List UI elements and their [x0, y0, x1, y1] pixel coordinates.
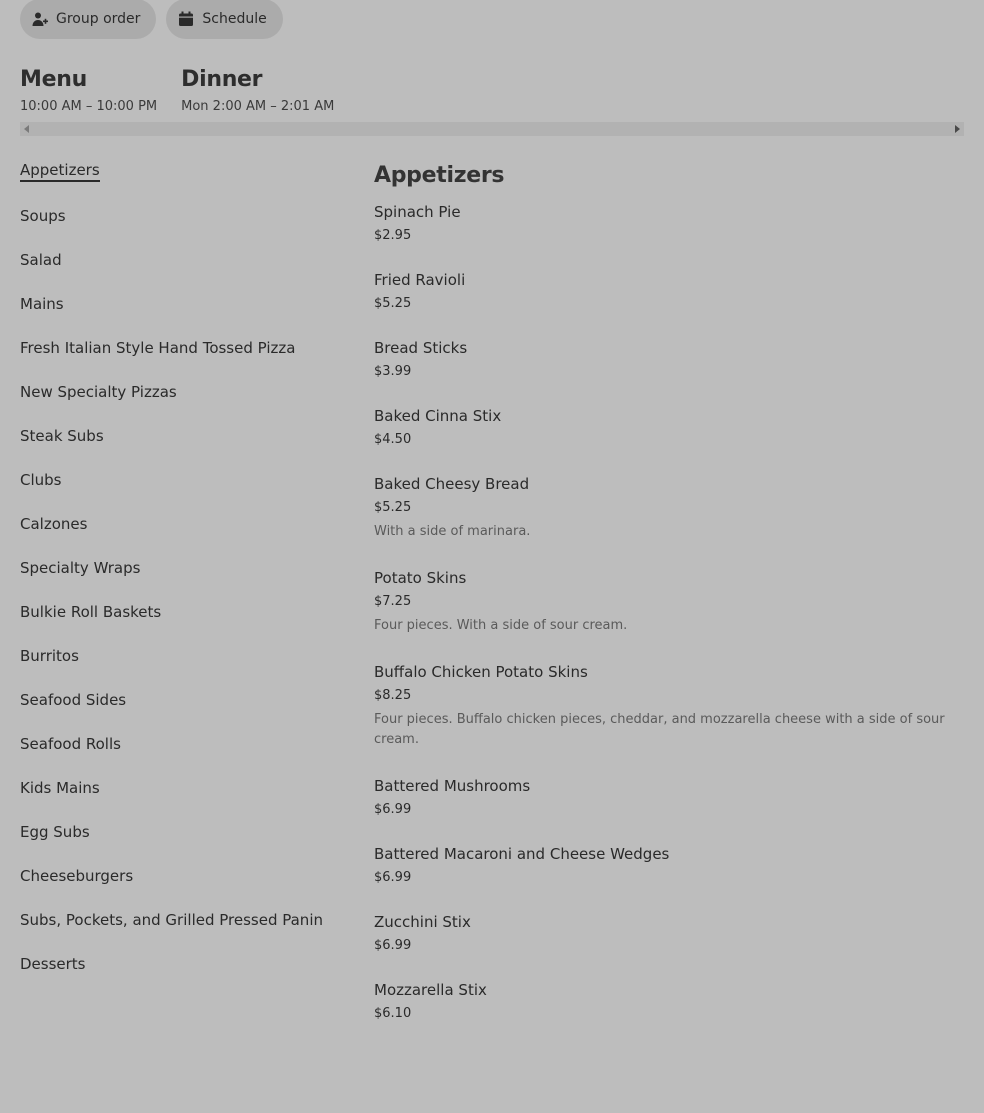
category-item-burritos[interactable]	[20, 642, 350, 686]
item-price: $5.25	[374, 296, 412, 311]
category-label: Subs, Pockets, and Grilled Pressed Panin	[20, 911, 323, 929]
item-price: $8.25	[374, 688, 412, 703]
tab-title: Dinner	[181, 67, 263, 92]
category-label: Fresh Italian Style Hand Tossed Pizza	[20, 339, 296, 357]
item-price: $7.25	[374, 594, 412, 609]
item-price: $5.25	[374, 500, 412, 515]
item-price: $6.99	[374, 802, 412, 817]
category-label: Kids Mains	[20, 779, 100, 797]
schedule-button[interactable]	[166, 0, 282, 39]
top-action-bar	[20, 0, 283, 39]
category-label: Egg Subs	[20, 823, 90, 841]
category-label: Cheeseburgers	[20, 867, 134, 885]
add-person-icon	[32, 11, 48, 27]
menu-item[interactable]	[374, 662, 964, 750]
category-label: Appetizers	[20, 161, 100, 182]
item-price: $3.99	[374, 364, 412, 379]
menu-tabs	[20, 64, 334, 127]
schedule-label: Schedule	[202, 11, 267, 27]
scroll-left-arrow-icon[interactable]	[24, 125, 29, 133]
category-label: Specialty Wraps	[20, 559, 141, 577]
horizontal-scrollbar[interactable]	[20, 122, 964, 136]
menu-item[interactable]	[374, 912, 964, 954]
category-item-specialty-wraps[interactable]	[20, 554, 350, 598]
menu-item[interactable]	[374, 980, 964, 1022]
group-order-button[interactable]	[20, 0, 156, 39]
category-label: Mains	[20, 295, 64, 313]
category-item-seafood-rolls[interactable]	[20, 730, 350, 774]
item-name: Fried Ravioli	[374, 271, 466, 289]
category-item-egg-subs[interactable]	[20, 818, 350, 862]
category-item-subs-pockets-panini[interactable]	[20, 906, 350, 950]
category-item-soups[interactable]	[20, 202, 350, 246]
menu-item[interactable]	[374, 568, 964, 636]
item-name: Battered Mushrooms	[374, 777, 531, 795]
category-item-kids-mains[interactable]	[20, 774, 350, 818]
item-name: Bread Sticks	[374, 339, 468, 357]
tab-hours: Mon 2:00 AM – 2:01 AM	[181, 99, 335, 114]
menu-item[interactable]	[374, 202, 964, 244]
menu-item[interactable]	[374, 406, 964, 448]
section-title: Appetizers	[374, 163, 505, 188]
menu-section	[374, 160, 964, 1048]
category-item-desserts[interactable]	[20, 950, 350, 994]
category-label: Desserts	[20, 955, 86, 973]
item-description: With a side of marinara.	[374, 524, 531, 539]
item-description: Four pieces. Buffalo chicken pieces, cheddar, and mozzarella cheese with a side of sour cream.	[374, 712, 945, 747]
category-label: Bulkie Roll Baskets	[20, 603, 162, 621]
category-item-appetizers[interactable]	[20, 156, 350, 202]
category-item-seafood-sides[interactable]	[20, 686, 350, 730]
group-order-label: Group order	[56, 11, 141, 27]
category-item-pizza[interactable]	[20, 334, 350, 378]
category-item-steak-subs[interactable]	[20, 422, 350, 466]
tab-title: Menu	[20, 67, 87, 92]
tab-dinner[interactable]	[181, 64, 334, 127]
menu-item[interactable]	[374, 844, 964, 886]
category-nav	[20, 156, 350, 994]
item-name: Battered Macaroni and Cheese Wedges	[374, 845, 670, 863]
category-item-salad[interactable]	[20, 246, 350, 290]
item-price: $4.50	[374, 432, 412, 447]
category-item-calzones[interactable]	[20, 510, 350, 554]
item-name: Buffalo Chicken Potato Skins	[374, 663, 588, 681]
menu-item[interactable]	[374, 338, 964, 380]
item-name: Potato Skins	[374, 569, 467, 587]
category-item-bulkie-roll-baskets[interactable]	[20, 598, 350, 642]
item-name: Baked Cinna Stix	[374, 407, 502, 425]
item-name: Zucchini Stix	[374, 913, 471, 931]
category-label: New Specialty Pizzas	[20, 383, 177, 401]
category-item-clubs[interactable]	[20, 466, 350, 510]
item-description: Four pieces. With a side of sour cream.	[374, 618, 628, 633]
category-label: Calzones	[20, 515, 88, 533]
category-label: Salad	[20, 251, 62, 269]
menu-item[interactable]	[374, 474, 964, 542]
category-label: Clubs	[20, 471, 62, 489]
item-price: $6.10	[374, 1006, 412, 1021]
calendar-icon	[178, 11, 194, 27]
tab-hours: 10:00 AM – 10:00 PM	[20, 99, 158, 114]
menu-item[interactable]	[374, 270, 964, 312]
category-label: Seafood Sides	[20, 691, 127, 709]
item-name: Spinach Pie	[374, 203, 461, 221]
item-name: Baked Cheesy Bread	[374, 475, 530, 493]
item-price: $6.99	[374, 870, 412, 885]
category-label: Steak Subs	[20, 427, 104, 445]
item-price: $6.99	[374, 938, 412, 953]
category-label: Soups	[20, 207, 66, 225]
category-label: Burritos	[20, 647, 79, 665]
scroll-right-arrow-icon[interactable]	[955, 125, 960, 133]
category-item-cheeseburgers[interactable]	[20, 862, 350, 906]
tab-menu[interactable]	[20, 64, 157, 127]
category-label: Seafood Rolls	[20, 735, 121, 753]
item-name: Mozzarella Stix	[374, 981, 487, 999]
item-price: $2.95	[374, 228, 412, 243]
category-item-mains[interactable]	[20, 290, 350, 334]
category-item-specialty-pizzas[interactable]	[20, 378, 350, 422]
menu-item[interactable]	[374, 776, 964, 818]
